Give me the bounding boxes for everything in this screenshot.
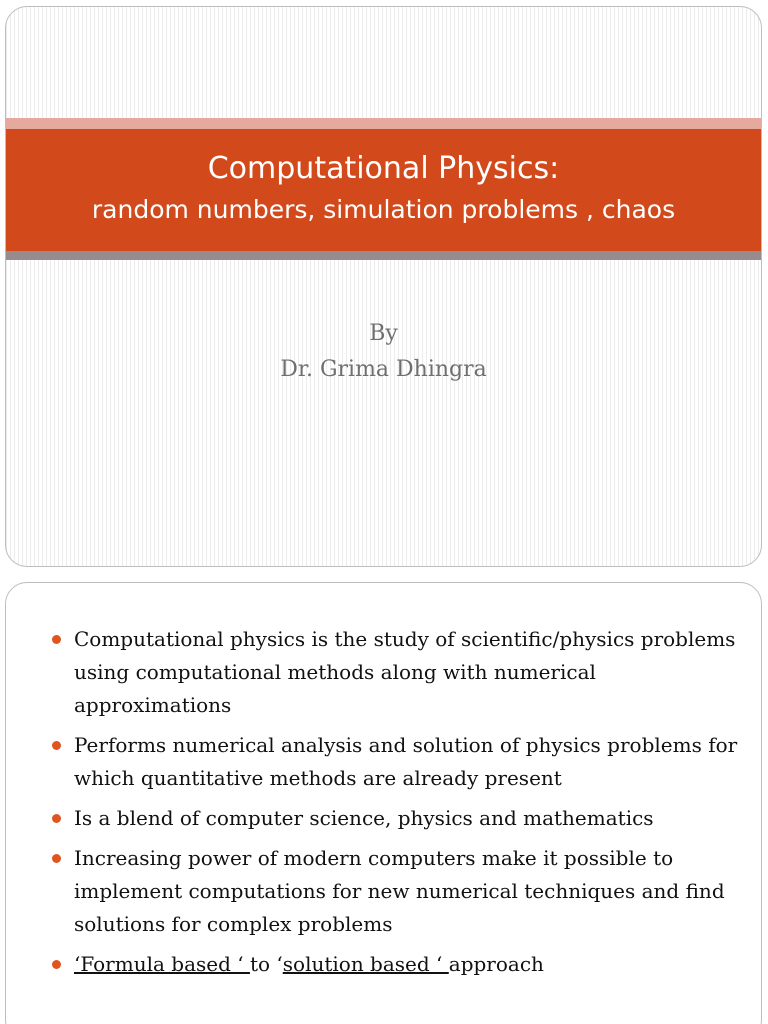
list-item — [50, 948, 740, 981]
author-name: Dr. Grima Dhingra — [280, 357, 487, 382]
formula-based-text: ‘Formula based ‘ — [74, 952, 250, 976]
solution-based-text: solution based ‘ — [282, 952, 449, 976]
author-block — [6, 316, 761, 388]
bullet-text: Performs numerical analysis and solution of physics problems for which quantitative methods are already present — [74, 733, 738, 790]
bullet-icon — [52, 635, 61, 644]
list-item — [50, 802, 740, 835]
list-item — [50, 623, 740, 722]
slide-subtitle: random numbers, simulation problems , chaos — [91, 195, 676, 224]
accent-strip-bottom — [6, 251, 761, 260]
accent-strip-top — [6, 118, 761, 129]
title-slide — [5, 6, 762, 567]
approach-text: approach — [448, 952, 544, 976]
slide-title: Computational Physics: — [207, 151, 560, 186]
bullet-icon — [52, 814, 61, 823]
bullet-list — [50, 623, 740, 988]
bullet-icon — [52, 960, 61, 969]
list-item — [50, 729, 740, 795]
content-slide — [5, 582, 762, 1024]
title-band — [6, 129, 761, 251]
list-item — [50, 842, 740, 941]
bullet-icon — [52, 854, 61, 863]
to-text: to ‘ — [249, 952, 283, 976]
bullet-text: Computational physics is the study of scientific/physics problems using computational methods along with numerical approximations — [74, 627, 736, 717]
by-label: By — [369, 321, 398, 346]
bullet-icon — [52, 741, 61, 750]
bullet-text: Is a blend of computer science, physics and mathematics — [74, 806, 654, 830]
bullet-text: Increasing power of modern computers make it possible to implement computations for new numerical techniques and find solutions for complex problems — [74, 846, 725, 936]
